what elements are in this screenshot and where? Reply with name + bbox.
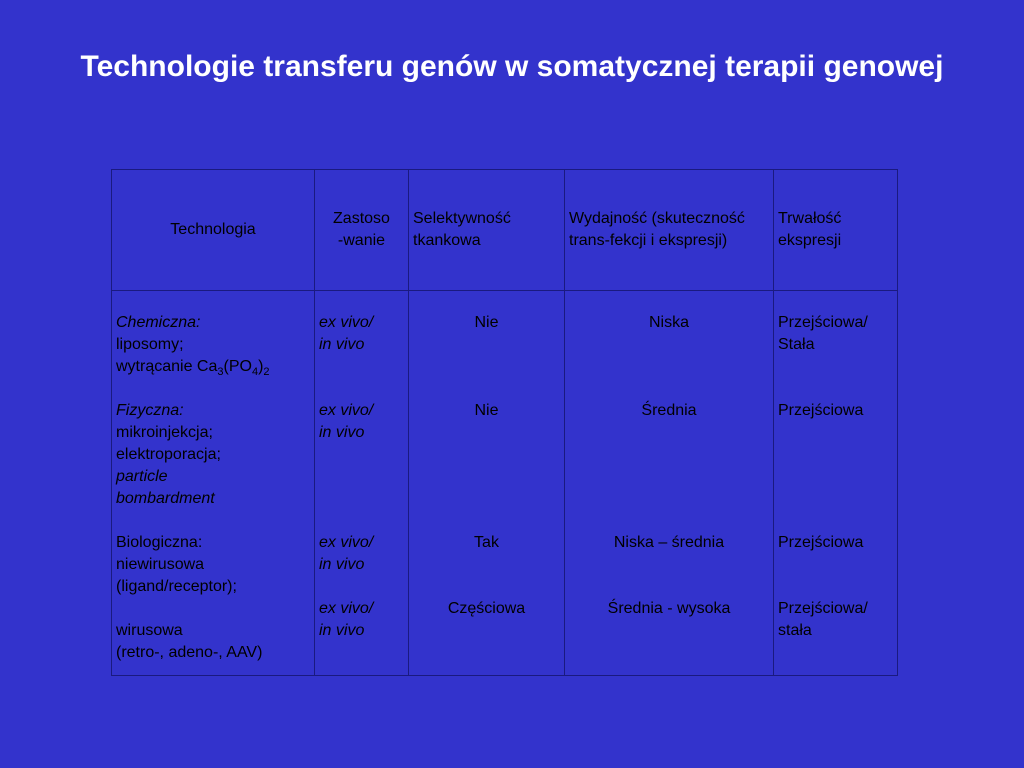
- selektywnosc-value: Tak: [474, 534, 499, 551]
- trwalosc-value: Przejściowa/: [778, 314, 868, 331]
- trwalosc-value: Przejściowa/: [778, 600, 868, 617]
- category-label: Fizyczna:: [116, 402, 184, 419]
- cell-trwalosc: [774, 291, 898, 676]
- tech-line-formula: wytrącanie $Ca_3(PO_4)_2$: [116, 358, 270, 379]
- tech-line: (retro-, adeno-, AAV): [116, 644, 263, 661]
- cell-zastosowanie: [315, 291, 409, 676]
- trwalosc-value: Przejściowa: [778, 402, 864, 419]
- slide-title: Technologie transferu genów w somatycznej terapii genowej: [80, 50, 944, 83]
- wydajnosc-value: Niska: [648, 314, 689, 331]
- category-label: Biologiczna:: [116, 534, 203, 551]
- cell-wydajnosc: [565, 291, 774, 676]
- group-fizyczna: [116, 400, 310, 510]
- header-zastosowanie-line2: -wanie: [337, 232, 386, 249]
- wydajnosc-value: Niska – średnia: [613, 534, 725, 551]
- category-label: Chemiczna:: [116, 314, 201, 331]
- trwalosc-value: Przejściowa: [778, 534, 864, 551]
- cell-technologia: [112, 291, 315, 676]
- gene-transfer-table: [111, 169, 898, 676]
- trwalosc-value: Stała: [778, 336, 815, 353]
- header-technologia: Technologia: [112, 170, 315, 291]
- zastosowanie-value: in vivo: [319, 622, 365, 639]
- zastosowanie-value: in vivo: [319, 556, 365, 573]
- group-wirusowa: [116, 620, 310, 664]
- zastosowanie-value: ex vivo/: [319, 314, 374, 331]
- header-zastosowanie: [315, 170, 409, 291]
- tech-line: niewirusowa: [116, 556, 205, 573]
- tech-line: particle: [116, 468, 168, 485]
- wydajnosc-value: Średnia: [641, 402, 697, 419]
- table-header-row: [112, 170, 898, 291]
- trwalosc-value: stała: [778, 622, 812, 639]
- zastosowanie-value: ex vivo/: [319, 534, 374, 551]
- selektywnosc-value: Częściowa: [447, 600, 526, 617]
- group-chemiczna: [116, 312, 310, 378]
- header-selektywnosc: Selektywność tkankowa: [409, 170, 565, 291]
- tech-line: bombardment: [116, 490, 215, 507]
- tech-line: wirusowa: [116, 622, 183, 639]
- header-wydajnosc: Wydajność (skuteczność trans-fekcji i ekspresji): [565, 170, 774, 291]
- tech-line: (ligand/receptor);: [116, 578, 237, 595]
- zastosowanie-value: ex vivo/: [319, 600, 374, 617]
- tech-line: mikroinjekcja;: [116, 424, 213, 441]
- tech-line: liposomy;: [116, 336, 184, 353]
- header-trwalosc: Trwałość ekspresji: [774, 170, 898, 291]
- selektywnosc-value: Nie: [474, 402, 499, 419]
- table-body-row: [112, 291, 898, 676]
- tech-line: elektroporacja;: [116, 446, 221, 463]
- zastosowanie-value: ex vivo/: [319, 402, 374, 419]
- zastosowanie-value: in vivo: [319, 424, 365, 441]
- header-zastosowanie-line1: Zastoso: [333, 210, 390, 227]
- cell-selektywnosc: [409, 291, 565, 676]
- group-biologiczna: [116, 532, 310, 598]
- wydajnosc-value: Średnia - wysoka: [607, 600, 731, 617]
- selektywnosc-value: Nie: [474, 314, 499, 331]
- zastosowanie-value: in vivo: [319, 336, 365, 353]
